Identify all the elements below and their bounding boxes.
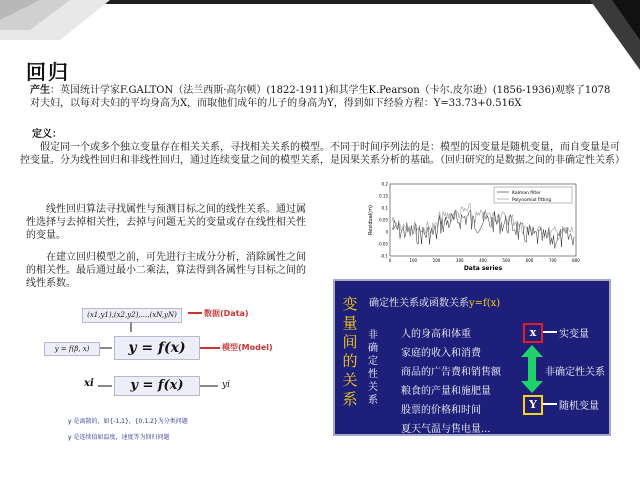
y-variable-label: 随机变量: [559, 401, 599, 412]
corner-decoration-right: [580, 0, 640, 70]
yi-label: yi: [222, 380, 230, 390]
x-tick-label: 400: [479, 258, 487, 263]
x-tick-label: 800: [572, 258, 580, 263]
linear-regression-body: 线性回归算法寻找属性与预测目标之间的线性关系。通过属性选择与去掉相关性，去掉与问题无关的变量或存在线性相关性的变量。: [26, 204, 306, 241]
model-diagram: [38, 302, 318, 452]
definition-body: 假定同一个或多个独立变量存在相关关系，寻找相关关系的模型。不同于时间序列法的是：模型的因变量是随机变量，而自变量是可控变量。分为线性回归和非线性回归，通过连续变量之间的模型关系，是因果关系分析的基础。（回归研究的是数据之间的非确定性关系）: [20, 142, 625, 166]
panel-vertical-title: 变 量 间 的 关 系: [342, 295, 358, 408]
model-label: 模型(Model): [222, 343, 273, 352]
y-axis-label: Residual(m): [368, 205, 374, 235]
definition-label: 定义：: [32, 129, 62, 140]
residual-series-chart: [366, 180, 582, 272]
x-tick-label: 200: [432, 258, 441, 263]
x-tick-label: 0: [388, 258, 392, 263]
y-tick-label: 0.15: [379, 193, 388, 199]
page-title: 回归: [26, 60, 70, 84]
uncertain-relation-label: 非确定性关系: [545, 367, 605, 378]
example-1: 人的身高和体重: [401, 329, 471, 340]
model-big-box: y = f(x): [114, 336, 200, 360]
model-arrow: [100, 347, 112, 349]
x-ticks: [389, 258, 581, 263]
example-5: 股票的价格和时间: [401, 405, 481, 416]
x-tick-label: 600: [525, 258, 534, 263]
xi-arrow: [98, 385, 112, 387]
model-building-body: 在建立回归模型之前，可先进行主成分分析，消除属性之间的相关性。最后通过最小二乘法，算法得到各属性与目标之间的线性系数。: [26, 252, 306, 289]
example-2: 家庭的收入和消费: [401, 348, 481, 359]
origin-label: 产生: [30, 85, 50, 96]
panel-heading: [369, 294, 500, 309]
example-3: 商品的广告费和销售额: [401, 367, 501, 378]
x-tick-label: 500: [502, 258, 511, 263]
data-formula-box: (x1,y1),(x2,y2),...,(xN,yN): [82, 308, 182, 323]
legend-poly: Polynomial fitting: [512, 198, 552, 203]
linear-regression-text: [26, 203, 306, 242]
y-tick-label: 0.1: [381, 205, 388, 211]
definition-text: [20, 141, 625, 167]
data-arrow: [188, 312, 202, 314]
bidirectional-arrow-icon: [521, 345, 543, 393]
y-tick-label: -0.1: [380, 253, 388, 259]
origin-text: ：英国统计学家F.GALTON（法兰西斯·高尔顿）(1822-1911)和其学生K.Pearson（卡尔.皮尔逊）(1856-1936)观察了1078对夫妇，以每对夫妇的平均身高为X，而取他们成年的儿子的身高为Y，得到如下经验方程：Y=33.73+0.516X: [30, 85, 611, 109]
y-tick-label: 0.2: [381, 181, 388, 187]
model-small-box: y = f(β, x): [44, 342, 100, 356]
panel-heading-text: 确定性关系或函数关系: [369, 298, 469, 309]
yi-arrow: [200, 385, 218, 387]
y-variable-box: Y: [523, 395, 543, 415]
x-tick-label: 100: [409, 258, 418, 263]
data-down-arrow: [130, 322, 132, 332]
example-6: 夏天气温与售电量...: [401, 424, 491, 435]
x-arrow: [543, 331, 557, 333]
y-tick-label: -0.05: [377, 241, 388, 247]
y-arrow: [543, 403, 557, 405]
model-label-arrow: [200, 347, 220, 349]
corner-decoration-left: [0, 0, 110, 40]
legend-kalman: Kalman filter: [512, 191, 541, 196]
variable-relation-panel: [333, 279, 611, 436]
y-ticks: [378, 182, 389, 259]
data-label: 数据(Data): [204, 309, 249, 318]
model-building-text: [26, 251, 306, 290]
x-variable-label: 实变量: [559, 329, 589, 340]
panel-subvertical-title: 非 确 定 性 关 系: [368, 330, 378, 406]
classification-note: y 是离散的，如{-1,1}，{0,1,2}为分类问题: [68, 418, 188, 425]
regression-note: y 是连续值如温度，速度等为回归问题: [68, 434, 170, 441]
x-tick-label: 700: [548, 258, 557, 263]
y-tick-label: 0.05: [379, 217, 388, 223]
origin-paragraph: [30, 84, 620, 110]
x-tick-label: 300: [455, 258, 464, 263]
y-tick-label: 0: [385, 229, 388, 235]
model-eq3-box: y = f(x): [114, 376, 200, 396]
x-axis-label: Data series: [463, 265, 503, 272]
panel-heading-fx: y=f(x): [469, 298, 501, 309]
x-variable-box: x: [523, 323, 543, 343]
example-4: 粮食的产量和施肥量: [401, 386, 491, 397]
xi-label: xi: [84, 378, 94, 389]
